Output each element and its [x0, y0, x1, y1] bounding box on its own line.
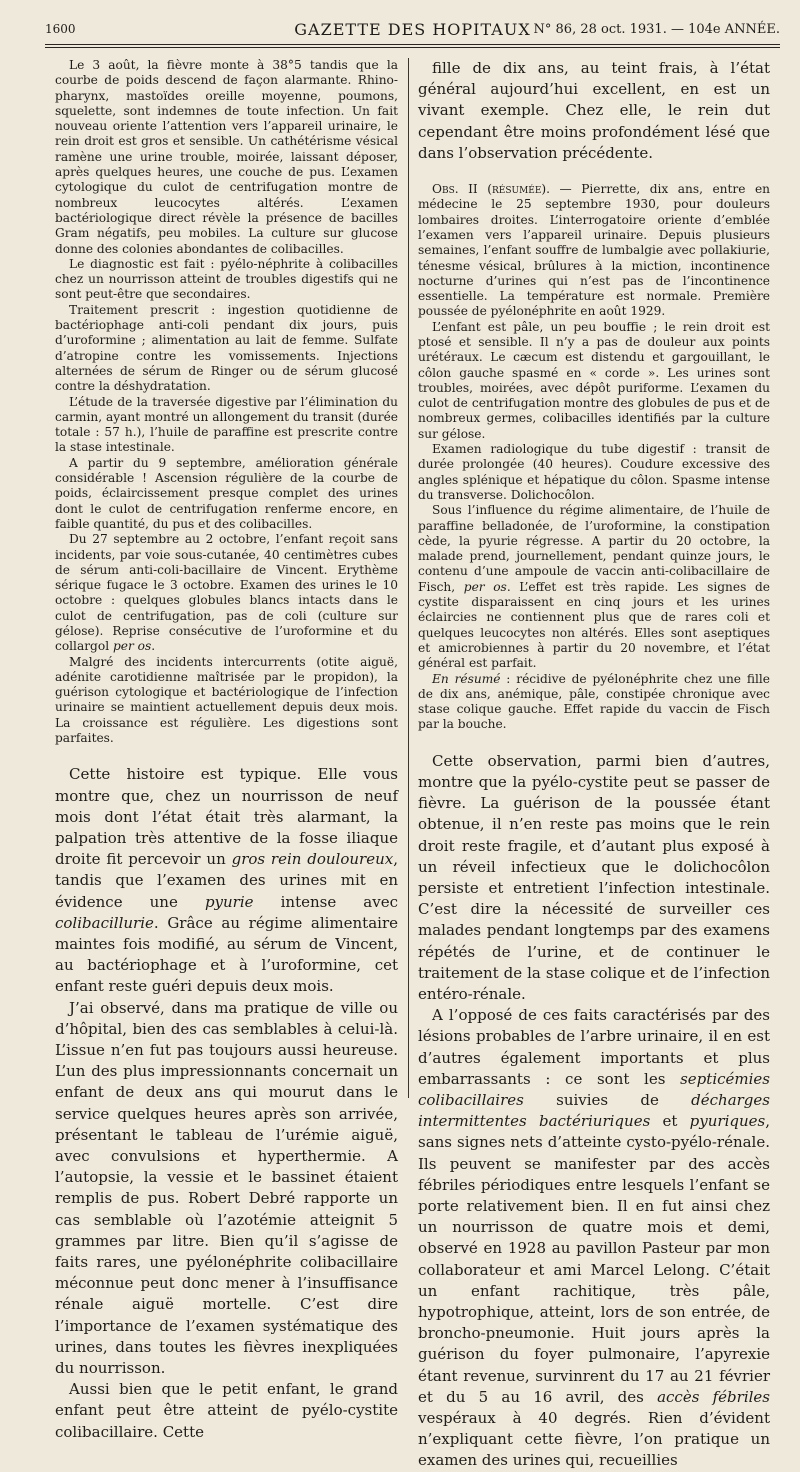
- case-paragraph-treatment: Traitement prescrit : ingestion quotidienne de bactériophage anti-coli pendant dix jours, puis d’uroformine ; alimentation au lait de femme. Sulfate d’atropine contre les vomissements. Injections alternées de sérum de Ringer ou de sérum glucosé contre la déshydratation.: [55, 302, 398, 394]
- commentary-paragraph-typical: Cette histoire est typique. Elle vous montre que, chez un nourrisson de neuf mois dont l’état était très alarmant, la palpation très attentive de la fosse iliaque droite fit percevoir un gros rein douloureux, tandis que l’examen des urines mit en évidence une pyurie intense avec colibacillurie. Grâce au régime alimentaire maintes fois modifié, au sérum de Vincent, au bactériophage et à l’uroformine, cet enfant reste guéri depuis deux mois.: [55, 765, 398, 996]
- observation-paragraph-vaccine: Sous l’influence du régime alimentaire, de l’huile de paraffine belladonée, de l’uroformine, la constipation cède, la pyurie régresse. A partir du 20 octobre, la malade prend, journellement, pendant quinze jours, le contenu d’une ampoule de vaccin anti-colibacillaire de Fisch, per os. L’effet est très rapide. Les signes de cystite disparaissent en cinq jours et les urines éclaircies ne contiennent plus que de rares coli et quelques leucocytes non altérés. Elles sont aseptiques et amicrobiennes à partir du 20 novembre, et l’état général est parfait.: [418, 503, 770, 671]
- case-paragraph-improvement: A partir du 9 septembre, amélioration générale considérable ! Ascension régulière de la courbe de poids, éclaircissement presque complet des urines dont le culot de centrifugation renferme encore, en faible quantité, du pus et des colibacilles.: [55, 455, 398, 531]
- commentary-paragraph-observed: J’ai observé, dans ma pratique de ville ou d’hôpital, bien des cas semblables à celui-là. L’issue n’en fut pas toujours aussi heureuse. L’un des plus impressionnants concernait un enfant de deux ans qui mourut dans le service quelques heures après son arrivée, présentant le tableau de l’urémie aiguë, avec convulsions et hyperthermie. A l’autopsie, la vessie et le bassinet étaient remplis de pus. Robert Debré rapporte un cas semblable où l’azotémie atteignit 5 grammes par litre. Bien qu’il s’agisse de faits rares, une pyélonéphrite colibacillaire méconnue peut donc mener à l’insuffisance rénale aiguë mortelle. C’est dire l’importance de l’examen systématique des urines, dans toutes les fièvres inexpliquées du nourrisson.: [55, 998, 398, 1378]
- right-column: [418, 58, 770, 1472]
- header-rule-top: [45, 44, 780, 45]
- case-paragraph-transit: L’étude de la traversée digestive par l’élimination du carmin, ayant montré un allongement du transit (durée totale : 57 h.), l’huile de paraffine est prescrite contre la stase intestinale.: [55, 394, 398, 455]
- commentary-paragraph-girl: fille de dix ans, au teint frais, à l’état général aujourd’hui excellent, en est un vivant exemple. Chez elle, le rein dut cependant être moins profondément lésé que dans l’observation précédente.: [418, 59, 770, 162]
- commentary-paragraph-older-child: Aussi bien que le petit enfant, le grand enfant peut être atteint de pyélo-cystite colibacillaire. Cette: [55, 1380, 398, 1441]
- journal-title: GAZETTE DES HOPITAUX: [294, 20, 531, 39]
- case-paragraph-serum: Du 27 septembre au 2 octobre, l’enfant reçoit sans incidents, par voie sous-cutanée, 40 centimètres cubes de sérum anti-coli-bacillaire de Vincent. Erythème sérique fugace le 3 octobre. Examen des urines le 10 octobre : quelques globules blancs intacts dans le culot de centrifugation, pas de coli (culture sur gélose). Reprise consécutive de l’uroformine et du collargol per os.: [55, 532, 398, 654]
- case-paragraph-outcome: Malgré des incidents intercurrents (otite aiguë, adénite carotidienne maîtrisée par le propidon), la guérison cytologique et bactériologique de l’infection urinaire se maintient actuellement depuis deux mois. La croissance est régulière. Les digestions sont parfaites.: [55, 654, 398, 746]
- observation-paragraph-exam: L’enfant est pâle, un peu bouffie ; le rein droit est ptosé et sensible. Il n’y a pas de douleur aux points urétéraux. Le cæcum est distendu et gargouillant, le côlon gauche spasmé en « corde ». Les urines sont troubles, moirées, avec dépôt puriforme. L’examen du culot de centrifugation montre des globules de pus et de nombreux germes, colibacilles identifiés par la culture sur gélose.: [418, 319, 770, 441]
- commentary-paragraph-septicemia: A l’opposé de ces faits caractérisés par des lésions probables de l’arbre urinaire, il en est d’autres également importants et plus embarrassants : ce sont les septicémies colibacillaires suivies de décharges intermittentes bactériuriques et pyuriques, sans signes nets d’atteinte cysto-pyélo-rénale. Ils peuvent se manifester par des accès fébriles périodiques entre lesquels l’enfant se porte relativement bien. Il en fut ainsi chez un nourrisson de quatre mois et demi, observé en 1928 au pavillon Pasteur par mon collaborateur et ami Marcel Lelong. C’était un enfant rachitique, très pâle, hypotrophique, atteint, lors de son entrée, de broncho-pneumonie. Huit jours après la guérison du foyer pulmonaire, l’apyrexie étant revenue, survinrent du 17 au 21 février et du 5 au 16 avril, des accès fébriles vespéraux à 40 degrés. Rien d’évident n’expliquant cette fièvre, l’on pratique un examen des urines qui, recueillies: [418, 1006, 770, 1470]
- observation-paragraph-intro: Obs. II (résumée). — Pierrette, dix ans, entre en médecine le 25 septembre 1930, pour douleurs lombaires droites. L’interrogatoire oriente d’emblée l’examen vers l’appareil urinaire. Depuis plusieurs semaines, l’enfant souffre de lumbalgie avec pollakiurie, ténesme vésical, brûlures à la miction, incontinence nocturne d’urines qui n’est pas de l’incontinence essentielle. La température est normale. Première poussée de pyélonéphrite en août 1929.: [418, 182, 771, 319]
- observation-paragraph-radiology: Examen radiologique du tube digestif : transit de durée prolongée (40 heures). Coudure excessive des angles splénique et hépatique du côlon. Spasme intense du transverse. Dolichocôlon.: [418, 442, 770, 502]
- observation-heading: Obs. II (résumée).: [432, 182, 551, 197]
- case-paragraph-diagnosis: Le diagnostic est fait : pyélo-néphrite à colibacilles chez un nourrisson atteint de troubles digestifs qui ne sont peut-être que secondaires.: [55, 256, 398, 302]
- left-column: [55, 58, 398, 1443]
- issue-info: N° 86, 28 oct. 1931. — 104e ANNÉE.: [533, 22, 780, 37]
- page-header: [45, 16, 780, 42]
- observation-paragraph-summary: En résumé : récidive de pyélonéphrite chez une fille de dix ans, anémique, pâle, constipée chronique avec stase colique gauche. Effet rapide du vaccin de Fisch par la bouche.: [418, 671, 770, 732]
- column-divider: [408, 58, 409, 1098]
- case-paragraph-fever: Le 3 août, la fièvre monte à 38°5 tandis que la courbe de poids descend de façon alarmante. Rhino-pharynx, mastoïdes oreille moyenne, poumons, squelette, sont indemnes de toute infection. Un fait nouveau oriente l’attention vers l’appareil urinaire, le rein droit est gros et sensible. Un cathétérisme vésical ramène une urine trouble, moirée, laissant déposer, après quelques heures, une couche de pus. L’examen cytologique du culot de centrifugation montre de nombreux leucocytes altérés. L’examen bactériologique direct révèle la présence de bacilles Gram négatifs, peu mobiles. La culture sur glucose donne des colonies abondantes de colibacilles.: [55, 58, 398, 256]
- page-number: 1600: [45, 22, 76, 36]
- header-rule-bottom: [45, 47, 780, 48]
- commentary-paragraph-no-fever: Cette observation, parmi bien d’autres, montre que la pyélo-cystite peut se passer de fièvre. La guérison de la poussée étant obtenue, il n’en reste pas moins que le rein droit reste fragile, et d’autant plus exposé à un réveil infectieux que le dolichocôlon persiste et entretient l’infection intestinale. C’est dire la nécessité de surveiller ces malades pendant longtemps par des examens répétés de l’urine, et de continuer le traitement de la stase colique et de l’infection entéro-rénale.: [418, 751, 770, 1003]
